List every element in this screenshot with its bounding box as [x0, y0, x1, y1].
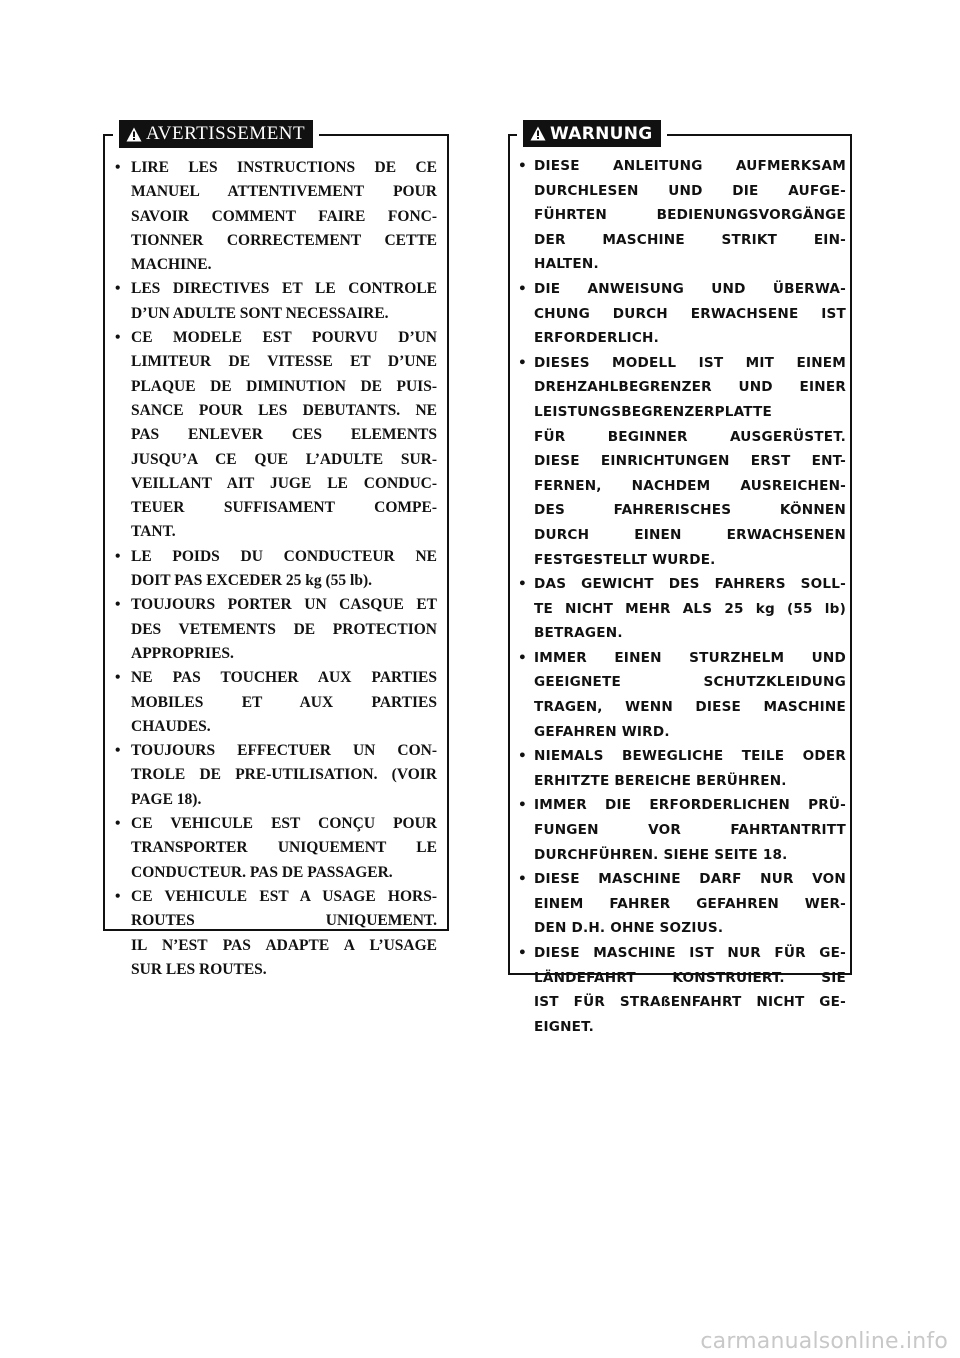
warning-item-line: • IMMER DIE ERFORDERLICHEN PRÜ- — [534, 797, 846, 814]
warning-item — [518, 646, 846, 744]
warning-item — [115, 812, 437, 885]
warning-item-line: MACHINE. — [131, 256, 212, 274]
warning-item-line: APPROPRIES. — [131, 644, 234, 662]
warning-item-line: DES VETEMENTS DE PROTECTION — [131, 620, 437, 638]
warning-item-line: IL N’EST PAS ADAPTE A L’USAGE — [131, 936, 437, 954]
german-warning-list — [518, 154, 846, 1039]
warning-item-line: D’UN ADULTE SONT NECESSAIRE. — [131, 304, 389, 322]
warning-item-line: LEISTUNGSBEGRENZERPLATTE — [534, 403, 773, 420]
warning-item-line: • LES DIRECTIVES ET LE CONTROLE — [131, 280, 437, 298]
warning-item — [518, 277, 846, 351]
warning-item-line: TE NICHT MEHR ALS 25 kg (55 lb) — [534, 600, 846, 617]
warning-item-line: SANCE POUR LES DEBUTANTS. NE — [131, 401, 437, 419]
warning-item-line: DREHZAHLBEGRENZER UND EINER — [534, 379, 846, 396]
warning-item-line: • DIESE MASCHINE IST NUR FÜR GE- — [534, 945, 846, 961]
warning-item-line: DOIT PAS EXCEDER 25 kg (55 lb). — [131, 572, 373, 590]
warning-item-line: ERFORDERLICH. — [534, 330, 659, 347]
warning-item-line: • NE PAS TOUCHER AUX PARTIES — [131, 669, 437, 687]
warning-item-line: JUSQU’A CE QUE L’ADULTE SUR- — [131, 450, 437, 468]
warning-item — [518, 867, 846, 941]
warning-item-line: FUNGEN VOR FAHRTANTRITT — [534, 822, 846, 839]
warning-item-line: SAVOIR COMMENT FAIRE FONC- — [131, 207, 437, 225]
warning-item-line: DURCHFÜHREN. SIEHE SEITE 18. — [534, 846, 788, 863]
warning-item — [115, 277, 437, 326]
warning-item-line: EINEM FAHRER GEFAHREN WER- — [534, 895, 846, 912]
warning-item-line: • DIESES MODELL IST MIT EINEM — [534, 354, 846, 371]
warning-item-line: DURCH EINEN ERWACHSENEN — [534, 526, 846, 543]
german-warning-title: WARNUNG — [550, 123, 653, 144]
warning-item-line: • TOUJOURS PORTER UN CASQUE ET — [131, 596, 437, 614]
warning-item-line: VEILLANT AIT JUGE LE CONDUC- — [131, 474, 437, 492]
warning-item-line: TEUER SUFFISAMENT COMPE- — [131, 499, 437, 517]
warning-item-line: • NIEMALS BEWEGLICHE TEILE ODER — [534, 748, 846, 765]
warning-item — [518, 154, 846, 277]
warning-item-line: PAS ENLEVER CES ELEMENTS — [131, 426, 437, 444]
warning-item-line: GEFAHREN WIRD. — [534, 723, 670, 740]
warning-item-line: FÜR BEGINNER AUSGERÜSTET. — [534, 428, 846, 445]
warning-item-line: MANUEL ATTENTIVEMENT POUR — [131, 183, 437, 201]
warning-item-line: CONDUCTEUR. PAS DE PASSAGER. — [131, 863, 393, 881]
warning-item-line: DES FAHRERISCHES KÖNNEN — [534, 502, 846, 519]
warning-item-line: • DAS GEWICHT DES FAHRERS SOLL- — [534, 576, 846, 593]
warning-item-line: DURCHLESEN UND DIE AUFGE- — [534, 182, 846, 199]
warning-item-line: DEN D.H. OHNE SOZIUS. — [534, 920, 724, 937]
warning-item — [518, 572, 846, 646]
warning-item-line: • CE VEHICULE EST A USAGE HORS- — [131, 887, 437, 905]
french-warning-header — [113, 120, 319, 148]
german-warning-header — [517, 120, 667, 147]
warning-item-line: ROUTES UNIQUEMENT. — [131, 912, 437, 930]
warning-item — [518, 351, 846, 572]
warning-item-line: • CE MODELE EST POURVU D’UN — [131, 329, 437, 347]
french-warning-badge — [119, 120, 313, 148]
warning-item-line: TRAGEN, WENN DIESE MASCHINE — [534, 699, 846, 716]
warning-item-line: MOBILES ET AUX PARTIES — [131, 693, 437, 711]
warning-item-line: TIONNER CORRECTEMENT CETTE — [131, 231, 437, 249]
warning-item-line: TRANSPORTER UNIQUEMENT LE — [131, 839, 437, 857]
warning-item-line: • LE POIDS DU CONDUCTEUR NE — [131, 547, 437, 565]
warning-item-line: • DIESE MASCHINE DARF NUR VON — [534, 871, 846, 888]
warning-item-line: EIGNET. — [534, 1018, 594, 1035]
warning-item-line: TROLE DE PRE-UTILISATION. (VOIR — [131, 766, 437, 784]
french-warning-box — [103, 123, 449, 978]
german-warning-box — [508, 123, 852, 1035]
warning-triangle-icon — [126, 127, 142, 142]
warning-item-line: CHAUDES. — [131, 717, 211, 735]
warning-item-line: FESTGESTELLT WURDE. — [534, 551, 716, 568]
french-warning-list — [115, 156, 437, 982]
french-warning-title: AVERTISSEMENT — [146, 123, 306, 144]
warning-item — [518, 793, 846, 867]
watermark: carmanualsonline.info — [700, 1329, 948, 1354]
german-warning-badge — [523, 120, 661, 147]
warning-item-line: • DIESE ANLEITUNG AUFMERKSAM — [534, 158, 846, 174]
warning-item — [115, 739, 437, 812]
warning-item-line: SUR LES ROUTES. — [131, 960, 267, 978]
warning-item-line: BETRAGEN. — [534, 625, 623, 642]
warning-item-line: FÜHRTEN BEDIENUNGSVORGÄNGE — [534, 207, 846, 224]
warning-item — [115, 666, 437, 739]
warning-item-line: • CE VEHICULE EST CONÇU POUR — [131, 815, 437, 833]
warning-item-line: FERNEN, NACHDEM AUSREICHEN- — [534, 477, 846, 494]
warning-item — [115, 885, 437, 982]
warning-item-line: ERHITZTE BEREICHE BERÜHREN. — [534, 772, 787, 789]
warning-item — [115, 156, 437, 277]
warning-item-line: • LIRE LES INSTRUCTIONS DE CE — [131, 159, 437, 176]
warning-triangle-icon — [530, 126, 546, 141]
warning-item-line: DER MASCHINE STRIKT EIN- — [534, 231, 846, 248]
warning-item — [518, 744, 846, 793]
warning-item-line: TANT. — [131, 523, 176, 541]
warning-item — [115, 545, 437, 594]
warning-item-line: • IMMER EINEN STURZHELM UND — [534, 649, 846, 666]
warning-item-line: IST FÜR STRAßENFAHRT NICHT GE- — [534, 994, 846, 1011]
warning-item-line: HALTEN. — [534, 256, 599, 273]
warning-item — [115, 593, 437, 666]
warning-item-line: • DIE ANWEISUNG UND ÜBERWA- — [534, 280, 846, 297]
warning-item-line: CHUNG DURCH ERWACHSENE IST — [534, 305, 846, 322]
warning-item-line: • TOUJOURS EFFECTUER UN CON- — [131, 742, 437, 760]
warning-item-line: PAGE 18). — [131, 790, 202, 808]
warning-item-line: PLAQUE DE DIMINUTION DE PUIS- — [131, 377, 437, 395]
warning-item-line: GEEIGNETE SCHUTZKLEIDUNG — [534, 674, 846, 691]
warning-item-line: LIMITEUR DE VITESSE ET D’UNE — [131, 353, 437, 371]
warning-item-line: DIESE EINRICHTUNGEN ERST ENT- — [534, 453, 846, 470]
warning-item — [115, 326, 437, 545]
warning-item — [518, 941, 846, 1039]
warning-item-line: LÄNDEFAHRT KONSTRUIERT. SIE — [534, 969, 846, 986]
